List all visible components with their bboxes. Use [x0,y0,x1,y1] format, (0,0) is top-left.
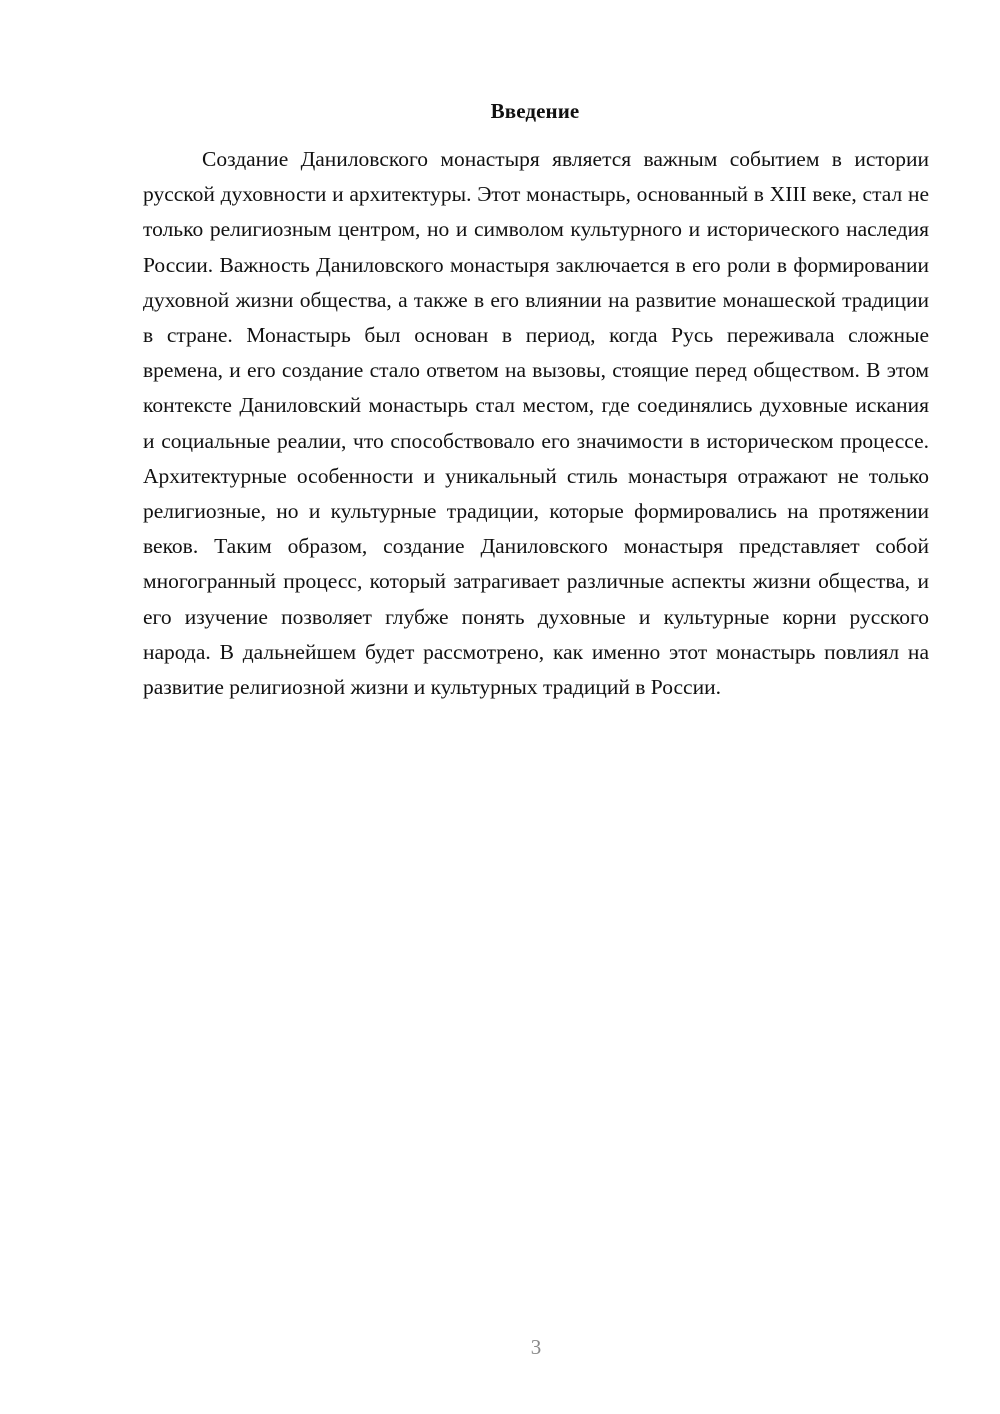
section-title: Введение [490,99,580,123]
page-number: 3 [530,1335,542,1359]
body-paragraph: Создание Даниловского монастыря является важным событием в истории русской духовности и архитектуры. Этот монастырь, основанный в XIII веке, стал не только религиозным центром, но и символом культурного и исторического наследия России. Важность Даниловского монастыря заключается в его роли в формировании духовной жизни общества, а также в его влиянии на развитие монашеской традиции в стране. Монастырь был основан в период, когда Русь переживала сложные времена, и его создание стало ответом на вызовы, стоящие перед обществом. В этом контексте Даниловский монастырь стал местом, где соединялись духовные искания и социальные реалии, что способствовало его значимости в историческом процессе. Архитектурные особенности и уникальный стиль монастыря отражают не только религиозные, но и культурные традиции, которые формировались на протяжении веков. Таким образом, создание Даниловского монастыря представляет собой многогранный процесс, который затрагивает различные аспекты жизни общества, и его изучение позволяет глубже понять духовные и культурные корни русского народа. В дальнейшем будет рассмотрено, как именно этот монастырь повлиял на развитие религиозной жизни и культурных традиций в России. [143,147,929,700]
